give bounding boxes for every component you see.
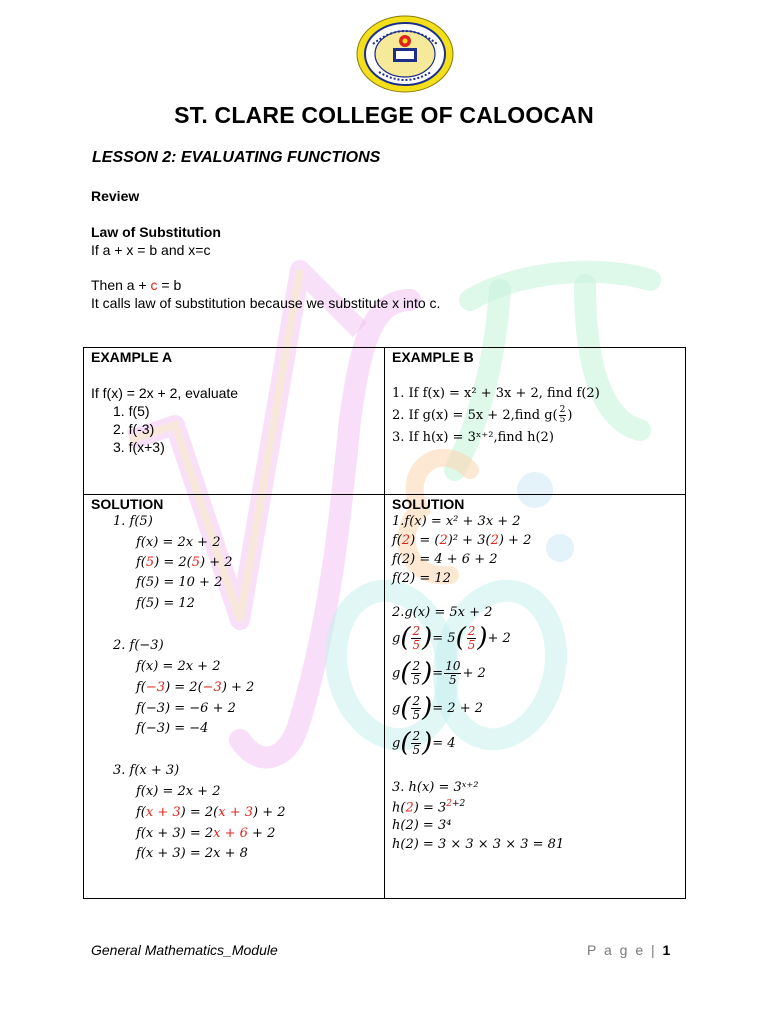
solution-b-title: SOLUTION [392, 496, 465, 512]
solution-a-step: f(−3) = −6 + 2 [136, 701, 236, 716]
solution-b-step: f(2) = 12 [392, 571, 451, 586]
solution-b-step: g ( $\frac{2}{5}$ ) = 4 [392, 728, 456, 758]
solution-b-step: f(2) = 4 + 6 + 2 [392, 552, 498, 567]
example-b-cell [385, 348, 685, 494]
solution-a-step: 2. f(−3) [113, 638, 164, 653]
solution-a-step: 1. f(5) [113, 514, 153, 529]
college-name: ST. CLARE COLLEGE OF CALOOCAN [174, 102, 594, 128]
example-b-item-2: 2. If g(x) = 5x + 2,find g( $\frac{2}{5}$ ) [392, 405, 573, 425]
solution-b-step: 3. h(x) = 3ˣ⁺² [392, 780, 479, 795]
example-a-item: 3. f(x+3) [113, 439, 165, 455]
lesson-title: LESSON 2: EVALUATING FUNCTIONS [92, 149, 381, 166]
solution-a-step: f(5) = 10 + 2 [136, 575, 223, 590]
footer-module-name: General Mathematics_Module [91, 942, 278, 958]
example-a-item: 1. f(5) [113, 403, 150, 419]
law-line-1: If a + x = b and x=c [91, 242, 211, 258]
example-a-item: 2. f(-3) [113, 421, 155, 437]
solution-a-step: f(5) = 2(5) + 2 [136, 555, 233, 570]
solution-a-title: SOLUTION [91, 496, 164, 512]
solution-b-step: g ( $\frac{2}{5}$ ) = 2 + 2 [392, 693, 484, 723]
solution-b-step: f(2) = (2)² + 3(2) + 2 [392, 533, 532, 548]
law-heading: Law of Substitution [91, 224, 221, 240]
solution-a-cell [84, 495, 384, 898]
solution-b-step: g ( $\frac{2}{5}$ ) = 5 ( $\frac{2}{5}$ ) + 2 [392, 623, 511, 653]
solution-a-step: f(−3) = −4 [136, 721, 209, 736]
solution-a-step: f(−3) = 2(−3) + 2 [136, 680, 255, 695]
solution-a-step: f(x + 3) = 2(x + 3) + 2 [136, 805, 286, 820]
solution-b-step: g ( $\frac{2}{5}$ ) = $\frac{10}{5}$ + 2 [392, 658, 486, 688]
example-b-title: EXAMPLE B [392, 349, 474, 365]
solution-a-step: f(5) = 12 [136, 596, 195, 611]
solution-b-step: 1.f(x) = x² + 3x + 2 [392, 514, 521, 529]
law-line-2: Then a + c = b [91, 277, 182, 293]
solution-a-step: f(x) = 2x + 2 [136, 535, 221, 550]
footer-page-number: P a g e | 1 [587, 942, 671, 958]
solution-a-step: f(x) = 2x + 2 [136, 659, 221, 674]
example-a-cell [84, 348, 384, 494]
solution-a-step: f(x + 3) = 2x + 8 [136, 846, 248, 861]
example-a-title: EXAMPLE A [91, 349, 173, 365]
example-a-prompt: If f(x) = 2x + 2, evaluate [91, 385, 239, 401]
solution-a-step: f(x + 3) = 2x + 6 + 2 [136, 826, 276, 841]
law-line-3: It calls law of substitution because we substitute x into c. [91, 295, 441, 311]
solution-b-step: $h(2) = 3^{2+2}$ [392, 799, 466, 816]
solution-b-step: 2.g(x) = 5x + 2 [392, 605, 493, 620]
college-seal-icon [355, 14, 455, 94]
examples-table [83, 347, 686, 899]
example-b-item-1: 1. If f(x) = x² + 3x + 2, find f(2) [392, 386, 600, 401]
solution-b-step: h(2) = 3 × 3 × 3 × 3 = 81 [392, 837, 565, 852]
solution-b-cell [385, 495, 685, 898]
solution-b-step: h(2) = 3⁴ [392, 818, 452, 833]
solution-a-step: f(x) = 2x + 2 [136, 784, 221, 799]
solution-a-step: 3. f(x + 3) [113, 763, 180, 778]
example-b-item-3: 3. If h(x) = 3ˣ⁺²,find h(2) [392, 430, 554, 445]
review-heading: Review [91, 188, 140, 204]
